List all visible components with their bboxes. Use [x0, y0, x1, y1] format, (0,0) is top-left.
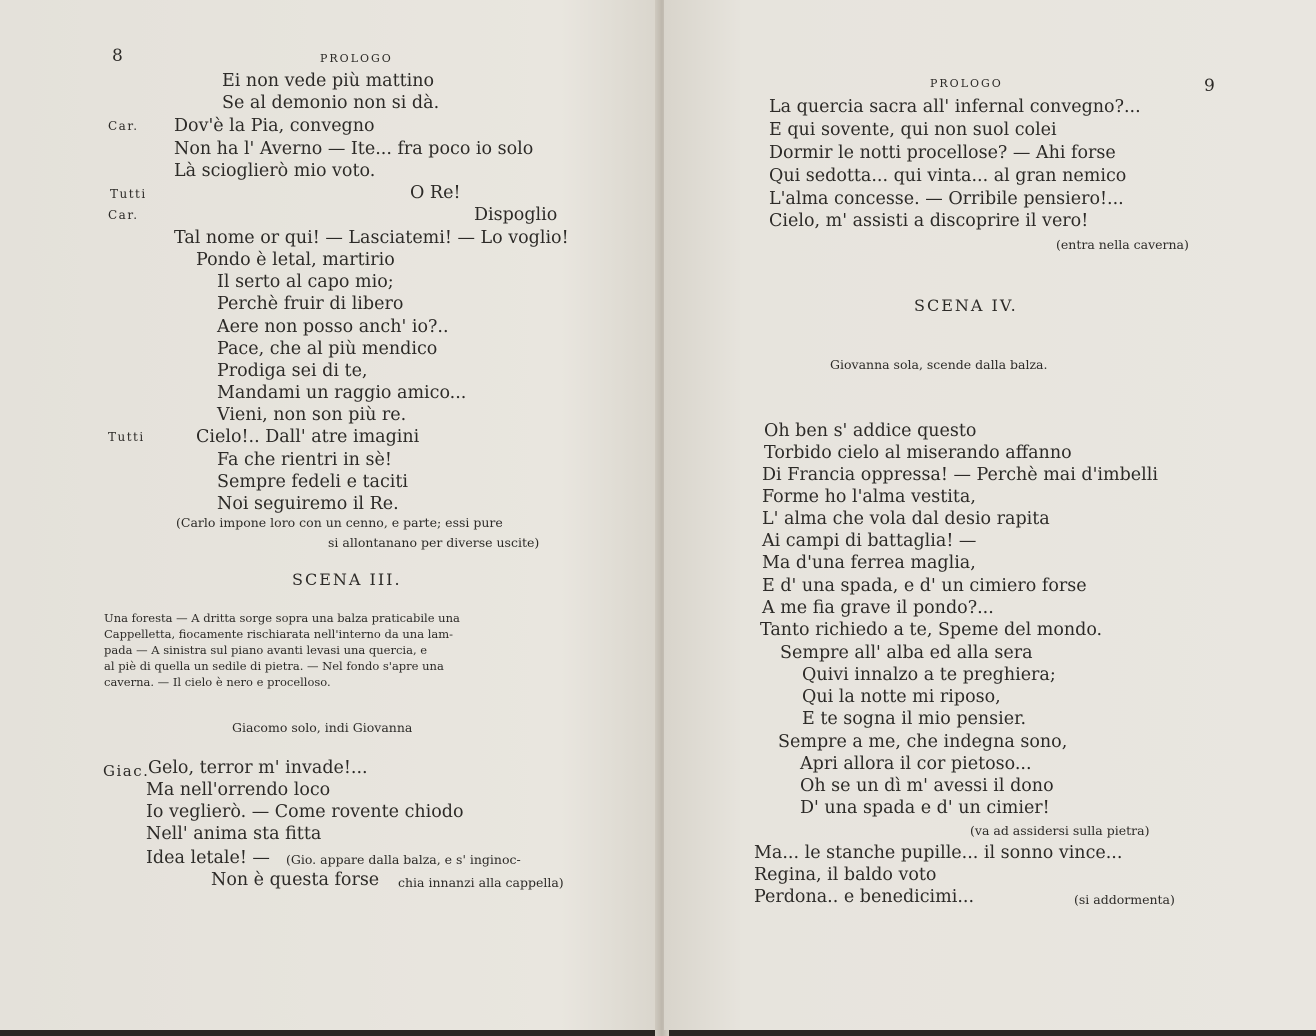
speaker-label: Car.: [108, 119, 139, 133]
verse-line: Dormir le notti procellose? — Ahi forse: [769, 143, 1116, 163]
verse-line: O Re!: [410, 183, 461, 203]
verse-line: Non è questa forse: [211, 870, 380, 890]
stage-direction: (entra nella caverna): [1056, 237, 1189, 252]
verse-line: Ei non vede più mattino: [222, 71, 435, 91]
verse-line: Perdona.. e benedicimi...: [754, 887, 975, 907]
verse-line: Idea letale! —: [146, 848, 270, 868]
speaker-label: Giac.: [103, 762, 150, 780]
verse-line: Cielo!.. Dall' atre imagini: [196, 427, 420, 447]
verse-line: Apri allora il cor pietoso...: [800, 754, 1032, 774]
verse-line: Prodiga sei di te,: [217, 361, 368, 381]
verse-line: Aere non posso anch' io?..: [217, 317, 449, 337]
scene-setting-line: al piè di quella un sedile di pietra. — Nel fondo s'apre una: [104, 659, 444, 673]
scene-characters: Giacomo solo, indi Giovanna: [232, 720, 413, 735]
stage-direction: (si addormenta): [1074, 892, 1175, 907]
scene-title: SCENA III.: [292, 570, 402, 589]
verse-line: Là scioglierò mio voto.: [174, 161, 376, 181]
verse-line: Perchè fruir di libero: [217, 294, 404, 314]
verse-line: Oh se un dì m' avessi il dono: [800, 776, 1054, 796]
verse-line: Non ha l' Averno — Ite... fra poco io solo: [174, 139, 534, 159]
running-head: PROLOGO: [320, 52, 393, 65]
verse-line: Regina, il baldo voto: [754, 865, 937, 885]
speaker-label: Tutti: [110, 187, 147, 201]
verse-line: E qui sovente, qui non suol colei: [769, 120, 1057, 140]
verse-line: Di Francia oppressa! — Perchè mai d'imbelli: [762, 465, 1158, 485]
verse-line: Tanto richiedo a te, Speme del mondo.: [760, 620, 1103, 640]
verse-line: Pace, che al più mendico: [217, 339, 438, 359]
stage-direction: (Carlo impone loro con un cenno, e parte; essi pure: [176, 515, 503, 530]
verse-line: La quercia sacra all' infernal convegno?...: [769, 97, 1141, 117]
left-page: [0, 0, 660, 1030]
speaker-label: Tutti: [108, 430, 145, 444]
verse-line: Vieni, non son più re.: [217, 405, 407, 425]
verse-line: Ma nell'orrendo loco: [146, 780, 331, 800]
verse-line: Gelo, terror m' invade!...: [148, 758, 368, 778]
verse-line: Sempre all' alba ed alla sera: [780, 643, 1033, 663]
verse-line: Cielo, m' assisti a discoprire il vero!: [769, 211, 1089, 231]
verse-line: Ma... le stanche pupille... il sonno vince...: [754, 843, 1123, 863]
scene-title: SCENA IV.: [914, 296, 1018, 315]
page-number: 9: [1204, 76, 1215, 96]
verse-line: Torbido cielo al miserando affanno: [764, 443, 1072, 463]
verse-line: L' alma che vola dal desio rapita: [762, 509, 1050, 529]
verse-line: D' una spada e d' un cimier!: [800, 798, 1050, 818]
verse-line: Ai campi di battaglia! —: [762, 531, 977, 551]
aside-direction: chia innanzi alla cappella): [398, 875, 564, 890]
right-page: [664, 0, 1316, 1030]
verse-line: Se al demonio non si dà.: [222, 93, 440, 113]
verse-line: Forme ho l'alma vestita,: [762, 487, 976, 507]
verse-line: Dispoglio: [474, 205, 558, 225]
scene-setting-line: Cappelletta, fiocamente rischiarata nell'interno da una lam-: [104, 627, 454, 641]
verse-line: Dov'è la Pia, convegno: [174, 116, 375, 136]
page-number: 8: [112, 46, 123, 66]
stage-direction: (va ad assidersi sulla pietra): [970, 823, 1150, 838]
scene-setting-line: Una foresta — A dritta sorge sopra una balza praticabile una: [104, 611, 460, 625]
verse-line: A me fia grave il pondo?...: [762, 598, 994, 618]
scene-setting-line: pada — A sinistra sul piano avanti levasi una quercia, e: [104, 643, 428, 657]
verse-line: Pondo è letal, martirio: [196, 250, 395, 270]
verse-line: Oh ben s' addice questo: [764, 421, 977, 441]
verse-line: Noi seguiremo il Re.: [217, 494, 399, 514]
verse-line: E d' una spada, e d' un cimiero forse: [762, 576, 1087, 596]
verse-line: Ma d'una ferrea maglia,: [762, 553, 976, 573]
verse-line: L'alma concesse. — Orribile pensiero!...: [769, 189, 1124, 209]
verse-line: Nell' anima sta fitta: [146, 824, 322, 844]
verse-line: Quivi innalzo a te preghiera;: [802, 665, 1056, 685]
speaker-label: Car.: [108, 208, 139, 222]
verse-line: Il serto al capo mio;: [217, 272, 394, 292]
verse-line: Mandami un raggio amico...: [217, 383, 467, 403]
verse-line: Io veglierò. — Come rovente chiodo: [146, 802, 464, 822]
verse-line: Sempre fedeli e taciti: [217, 472, 408, 492]
verse-line: Tal nome or qui! — Lasciatemi! — Lo voglio!: [174, 228, 569, 248]
aside-direction: (Gio. appare dalla balza, e s' inginoc-: [286, 852, 521, 867]
stage-direction: si allontanano per diverse uscite): [328, 535, 540, 550]
verse-line: Qui sedotta... qui vinta... al gran nemico: [769, 166, 1127, 186]
running-head: PROLOGO: [930, 77, 1003, 90]
verse-line: E te sogna il mio pensier.: [802, 709, 1027, 729]
scene-setting-line: caverna. — Il cielo è nero e procelloso.: [104, 675, 331, 689]
verse-line: Fa che rientri in sè!: [217, 450, 392, 470]
scene-characters: Giovanna sola, scende dalla balza.: [830, 357, 1048, 372]
verse-line: Sempre a me, che indegna sono,: [778, 732, 1068, 752]
verse-line: Qui la notte mi riposo,: [802, 687, 1001, 707]
